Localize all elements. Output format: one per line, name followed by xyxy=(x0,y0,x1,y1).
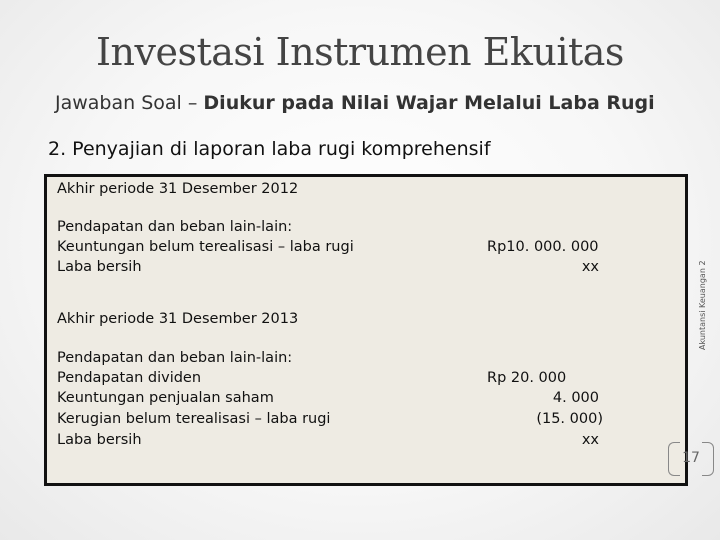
slide-subtitle xyxy=(55,92,655,114)
period-2013-row-label: Kerugian belum terealisasi – laba rugi xyxy=(57,411,331,427)
period-2012-row-amount: xx xyxy=(581,259,599,275)
period-2012-row-label: Keuntungan belum terealisasi – laba rugi xyxy=(57,239,354,255)
section-heading: 2. Penyajian di laporan laba rugi komprehensif xyxy=(48,138,491,160)
period-2012-heading: Akhir periode 31 Desember 2012 xyxy=(57,181,299,197)
period-2012-group-label: Pendapatan dan beban lain-lain: xyxy=(57,219,293,235)
period-2013-heading: Akhir periode 31 Desember 2013 xyxy=(57,311,299,327)
period-2012-row-label: Laba bersih xyxy=(57,259,142,275)
subtitle-bold: Diukur pada Nilai Wajar Melalui Laba Rugi xyxy=(203,92,655,114)
page-number-badge xyxy=(666,440,716,482)
period-2013-row-amount: 4. 000 xyxy=(552,390,599,406)
period-2013-row-label: Keuntungan penjualan saham xyxy=(57,390,274,406)
period-2013-row-amount: Rp 20. 000 xyxy=(487,370,567,386)
period-2013-group-label: Pendapatan dan beban lain-lain: xyxy=(57,350,293,366)
income-statement-box xyxy=(44,174,688,486)
period-2013-row-amount: xx xyxy=(581,432,599,448)
subtitle-prefix: Jawaban Soal – xyxy=(55,92,204,114)
page-number: 17 xyxy=(682,450,700,466)
period-2012-row-amount: Rp10. 000. 000 xyxy=(487,239,599,255)
slide-title: Investasi Instrumen Ekuitas xyxy=(96,30,624,74)
side-course-label: Akuntansi Keuangan 2 xyxy=(698,260,707,350)
period-2013-row-label: Laba bersih xyxy=(57,432,142,448)
period-2013-row-label: Pendapatan dividen xyxy=(57,370,202,386)
period-2013-row-amount: (15. 000) xyxy=(536,411,603,427)
